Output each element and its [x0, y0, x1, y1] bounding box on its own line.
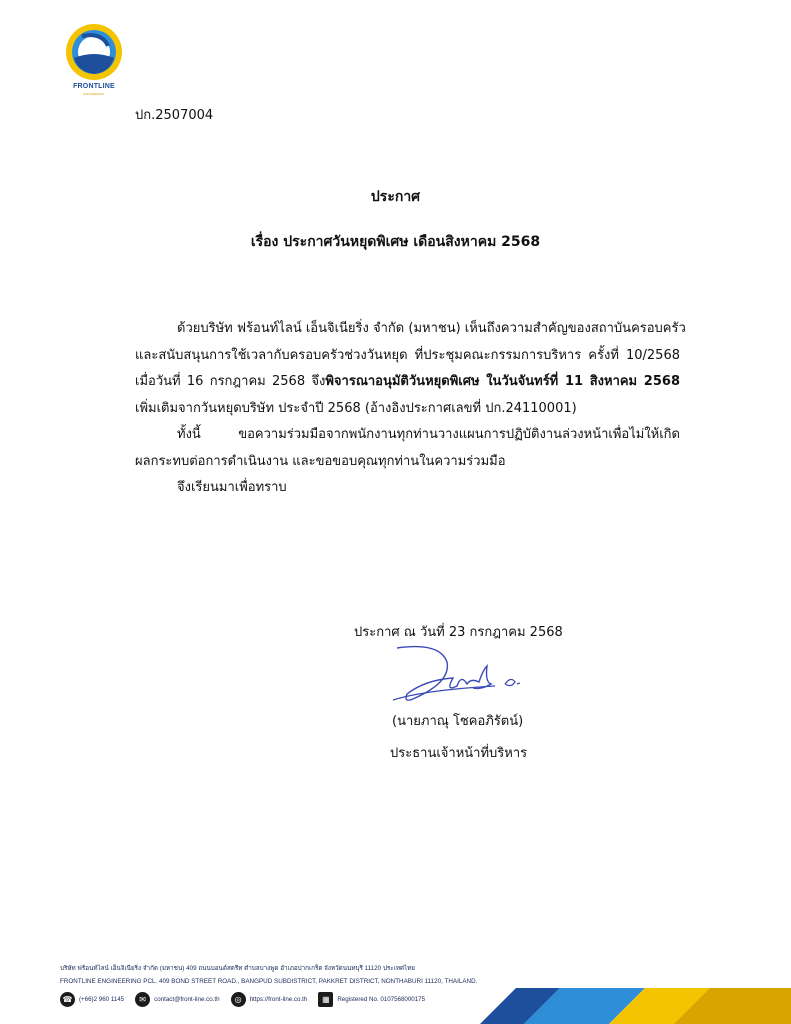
body-line: เพิ่มเติมจากวันหยุดบริษัท ประจำปี 2568 (อ้างอิงประกาศเลขที่ ปก.24110001)	[135, 400, 577, 416]
body-line: และสนับสนุนการใช้เวลากับครอบครัวช่วงวันหยุด ที่ประชุมคณะกรรมการบริหาร ครั้งที่ 10/2568	[135, 347, 680, 363]
logo-emblem-icon	[62, 22, 126, 82]
footer-address-th: บริษัท ฟร้อนท์ไลน์ เอ็นจิเนียริ่ง จำกัด (มหาชน) 409 ถนนบอนด์สตรีท ตำบลบางพูด อำเภอปากเกร็ด จังหวัดนนทบุรี 11120 ประเทศไทย	[60, 965, 416, 972]
footer-email[interactable]	[135, 992, 219, 1007]
closing-line: จึงเรียนมาเพื่อทราบ	[177, 480, 287, 495]
registration-text: Registered No. 0107568000175	[337, 996, 426, 1003]
logo-tagline: ENGINEERING	[83, 92, 105, 96]
holiday-highlight: พิจารณาอนุมัติวันหยุดพิเศษ ในวันจันทร์ที่ 11 สิงหาคม 2568	[325, 374, 680, 389]
signer-position: ประธานเจ้าหน้าที่บริหาร	[390, 746, 528, 761]
footer-stripes-decoration	[480, 988, 791, 1024]
phone-icon: ☎	[60, 992, 75, 1007]
handwritten-signature	[385, 640, 535, 715]
email-text[interactable]: contact@front-line.co.th	[154, 996, 220, 1003]
website-text[interactable]: https://front-line.co.th	[249, 996, 308, 1003]
logo-name: FRONTLINE	[73, 83, 115, 90]
document-subject: เรื่อง ประกาศวันหยุดพิเศษ เดือนสิงหาคม 2568	[250, 234, 541, 250]
announcement-body	[135, 316, 686, 502]
footer-phone	[60, 992, 124, 1007]
footer-contacts	[60, 992, 477, 1007]
registration-icon: ▦	[318, 992, 333, 1007]
footer-website[interactable]	[231, 992, 308, 1007]
phone-text: (+66)2 960 1145	[79, 996, 125, 1003]
announcement-date: ประกาศ ณ วันที่ 23 กรกฎาคม 2568	[354, 625, 563, 640]
signer-name: (นายภาณุ โชคอภิรัตน์)	[392, 714, 524, 729]
body-line	[135, 369, 680, 396]
footer-address-en: FRONTLINE ENGINEERING PCL. 409 BOND STREET ROAD., BANGPUD SUBDISTRICT, PAKKRET DISTRICT, NONTHABURI 11120, THAILAND.	[60, 978, 478, 985]
globe-icon: ◎	[231, 992, 246, 1007]
body-line: ทั้งนี้ ขอความร่วมมือจากพนักงานทุกท่านวางแผนการปฏิบัติงานล่วงหน้าเพื่อไม่ให้เกิด	[177, 427, 680, 442]
email-icon: ✉	[135, 992, 150, 1007]
body-text: เมื่อวันที่ 16 กรกฎาคม 2568 จึง	[135, 374, 326, 389]
body-line: ด้วยบริษัท ฟร้อนท์ไลน์ เอ็นจิเนียริ่ง จำกัด (มหาชน) เห็นถึงความสำคัญของสถาบันครอบครัว	[177, 321, 686, 336]
footer-registration	[318, 992, 425, 1007]
page-footer	[60, 963, 477, 1007]
document-title: ประกาศ	[370, 189, 421, 205]
document-number: ปก.2507004	[135, 108, 214, 123]
body-line: ผลกระทบต่อการดำเนินงาน และขอขอบคุณทุกท่านในความร่วมมือ	[135, 453, 506, 469]
company-logo	[62, 22, 126, 98]
